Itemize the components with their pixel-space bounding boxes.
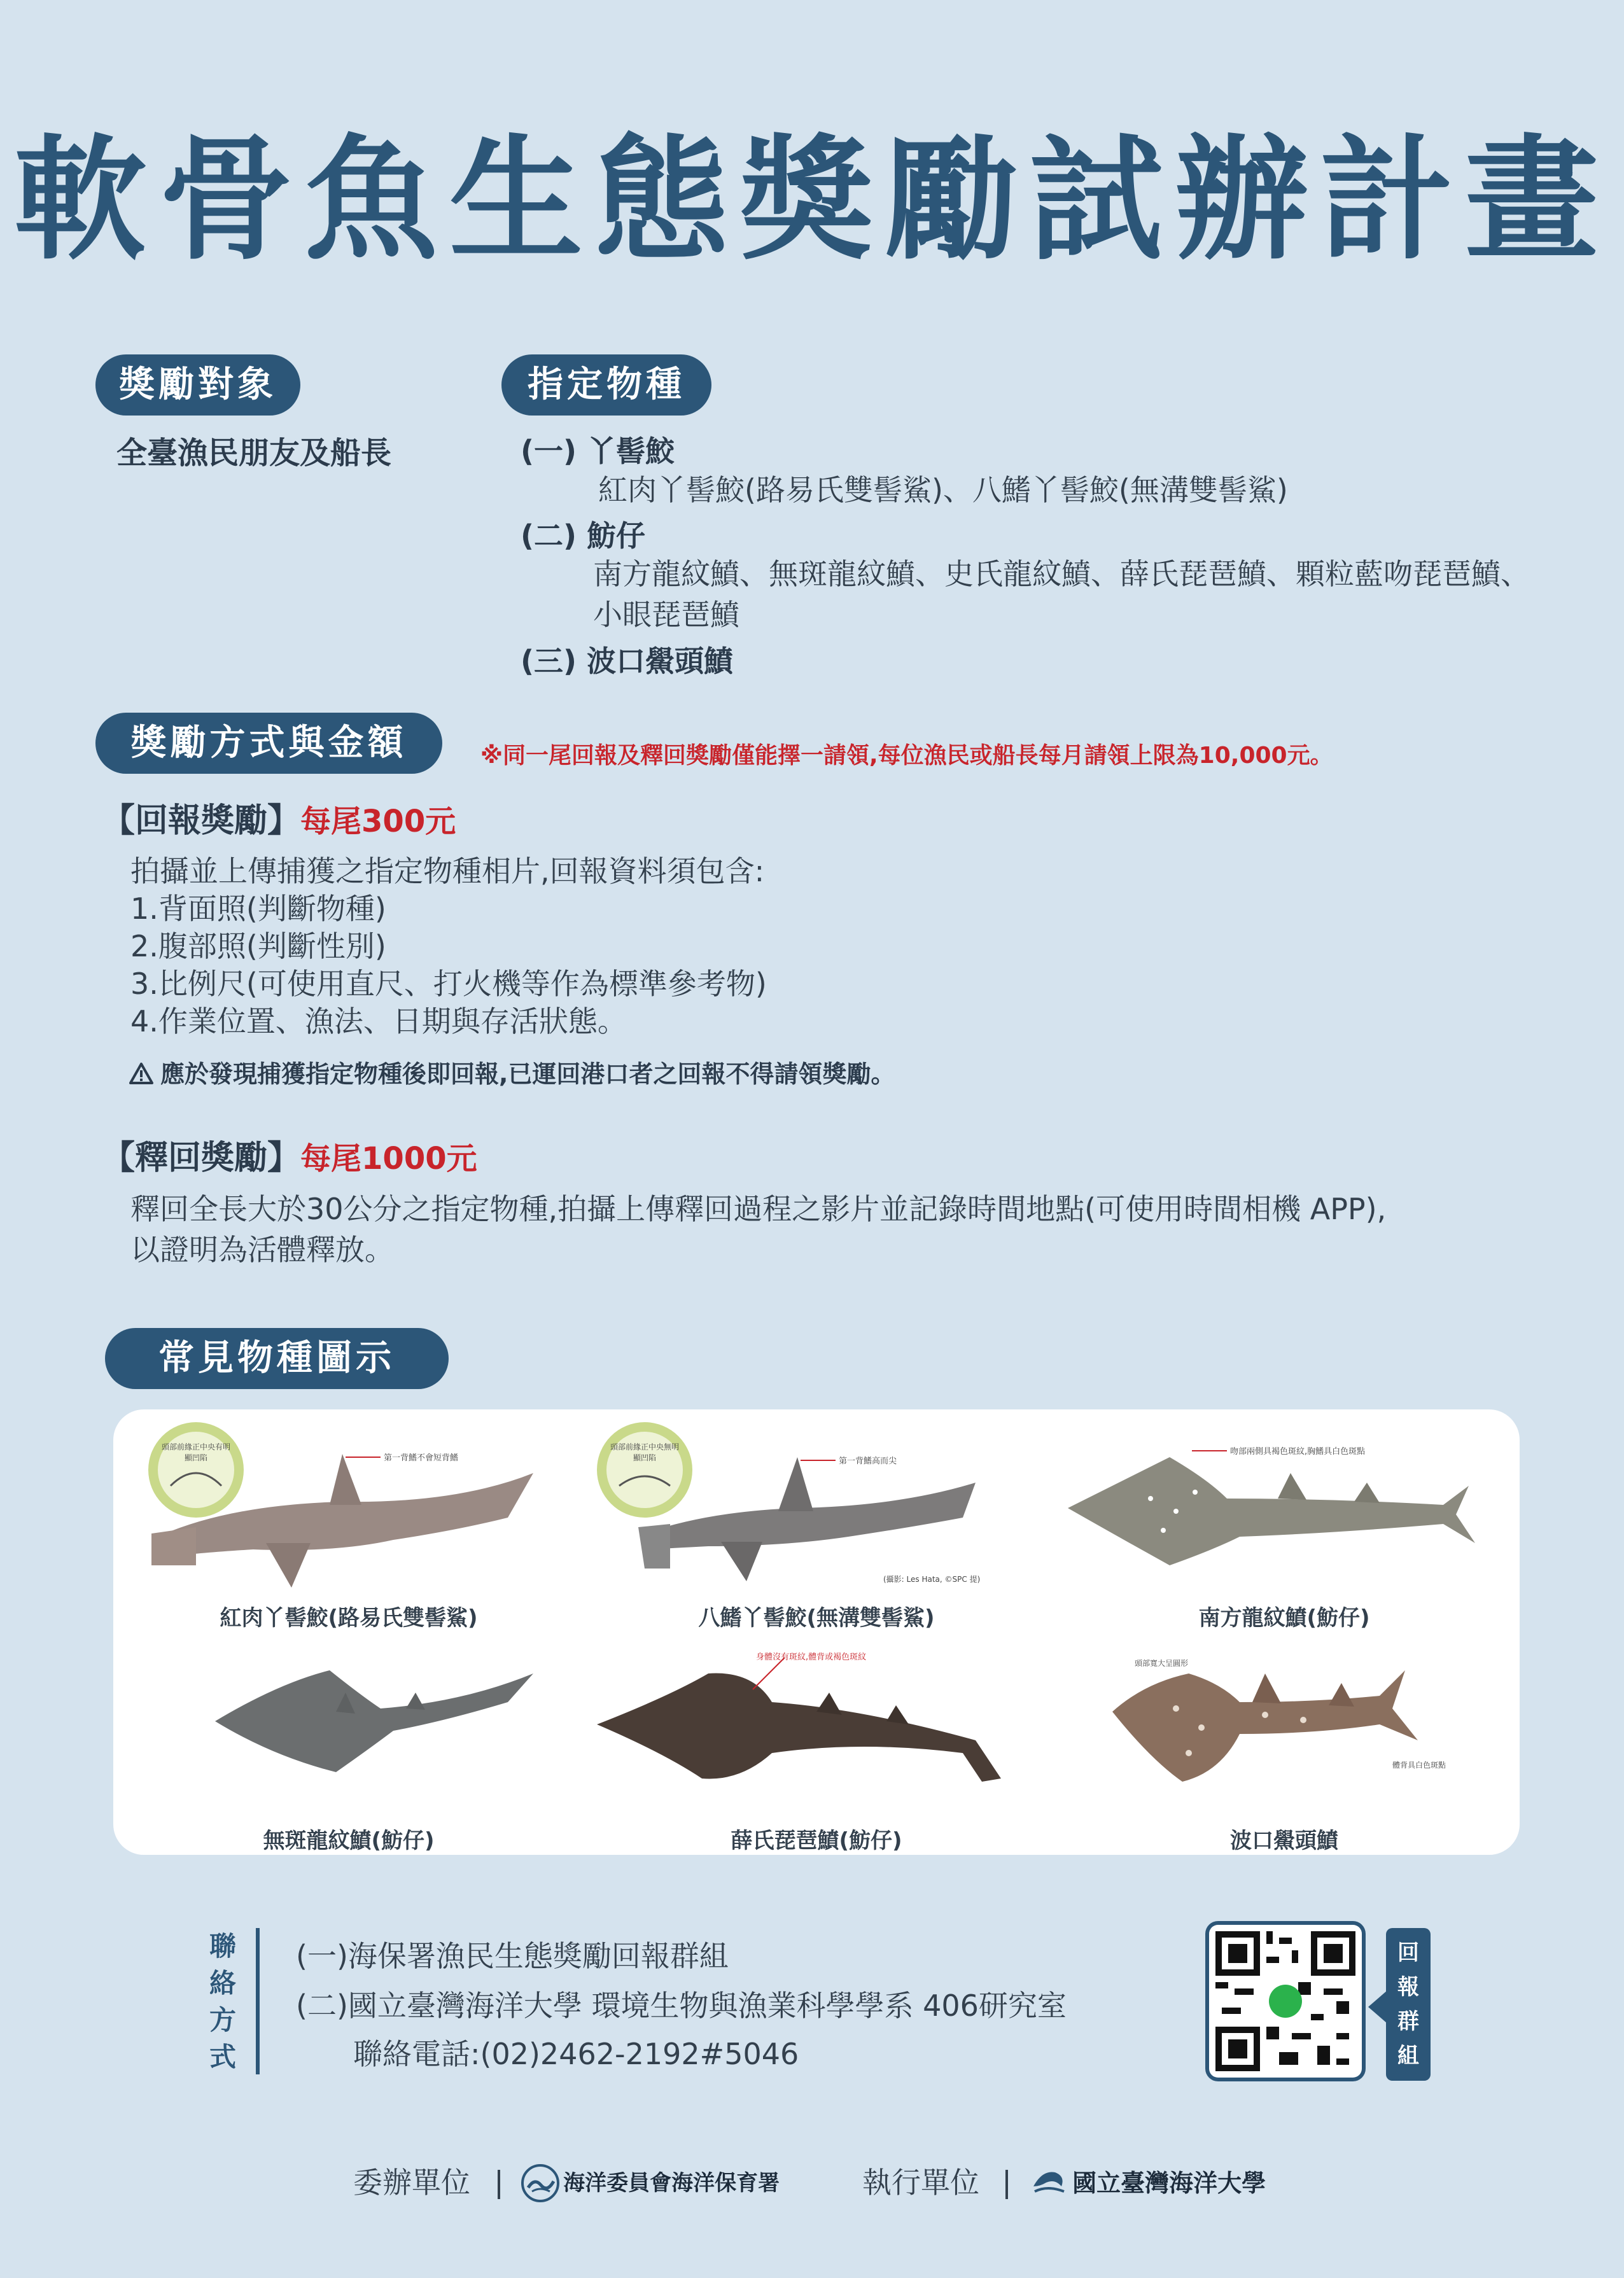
commission-logo [521, 2163, 780, 2202]
species-group-2-line: 小眼琵琶鱝 [593, 597, 739, 632]
gallery-item [594, 1645, 1039, 1861]
gallery-caption: 波口鱟頭鱝 [1230, 1828, 1338, 1854]
species-label: 指定物種 [501, 354, 711, 416]
commission-org: 海洋委員會海洋保育署 [563, 2170, 780, 2196]
report-warning-text: 應於發現捕獲指定物種後即回報,已運回港口者之回報不得請領獎勵。 [160, 1060, 895, 1088]
page-title: 軟骨魚生態獎勵試辦計畫 [13, 122, 1610, 278]
contact-divider [256, 1928, 260, 2074]
footer-separator [1005, 2170, 1008, 2199]
release-reward-title: 【釋回獎勵】 [102, 1139, 301, 1177]
species-group-2-head: (二) 魴仔 [521, 519, 646, 553]
gallery-caption: 薛氏琵琶鱝(魴仔) [731, 1828, 902, 1854]
species-group-1-head: (一) 丫髻鮫 [521, 434, 675, 468]
guitarfish-icon [594, 1645, 1039, 1810]
gallery-item [1061, 1645, 1507, 1861]
shark-ray-icon [1061, 1645, 1507, 1810]
gallery-caption: 紅肉丫髻鮫(路易氏雙髻鯊) [220, 1605, 478, 1631]
release-reward-head [102, 1136, 477, 1181]
contact-line: (二)國立臺灣海洋大學 環境生物與漁業科學學系 406研究室 [296, 1988, 1067, 2023]
contact-phone: 聯絡電話:(02)2462-2192#5046 [353, 2037, 799, 2071]
executor-logo [1030, 2163, 1266, 2202]
commission-label: 委辦單位 [353, 2165, 470, 2200]
qr-code-icon [1209, 1925, 1362, 2078]
reward-label: 獎勵方式與金額 [95, 713, 442, 774]
annotation-note: 頭部寬大呈圓形 [1135, 1659, 1189, 1668]
annotation-note: 吻部兩側具褐色斑紋,胸鰭具白色斑點 [1230, 1447, 1366, 1457]
release-line: 以證明為活體釋放。 [130, 1233, 394, 1267]
contact-line: (一)海保署漁民生態獎勵回報群組 [296, 1939, 729, 1973]
annotation-note: 體背具白色斑點 [1392, 1761, 1446, 1770]
photo-credit: (攝影: Les Hata, ©SPC 提) [883, 1575, 981, 1584]
species-group-2-line: 南方龍紋鱝、無斑龍紋鱝、史氏龍紋鱝、薛氏琵琶鱝、顆粒藍吻琵琶鱝、 [593, 557, 1530, 591]
contact-label: 聯 絡 方 式 [209, 1931, 236, 2072]
bubble-note: 頭部前緣正中央有明顯凹陷 [161, 1443, 230, 1462]
gallery-item [594, 1422, 1039, 1639]
bubble-note: 頭部前緣正中央無明顯凹陷 [610, 1443, 679, 1462]
footer-separator [498, 2170, 500, 2199]
species-group-1-line: 紅肉丫髻鮫(路易氏雙髻鯊)、八鰭丫髻鮫(無溝雙髻鯊) [598, 473, 1288, 507]
report-line: 3.比例尺(可使用直尺、打火機等作為標準參考物) [130, 967, 767, 1001]
gallery-item [126, 1422, 571, 1639]
report-line: 4.作業位置、漁法、日期與存活狀態。 [130, 1004, 627, 1038]
annotation-note: 第一背鰭不會短背鰭 [384, 1453, 459, 1463]
executor-org: 國立臺灣海洋大學 [1072, 2169, 1266, 2197]
report-reward-amount: 每尾300元 [300, 804, 456, 839]
release-reward-amount: 每尾1000元 [300, 1141, 477, 1177]
ocean-conservation-logo-icon [521, 2163, 560, 2203]
report-reward-title: 【回報獎勵】 [102, 802, 301, 840]
gallery-item [1061, 1422, 1507, 1639]
qr-code[interactable] [1209, 1925, 1362, 2078]
release-line: 釋回全長大於30公分之指定物種,拍攝上傳釋回過程之影片並記錄時間地點(可使用時間相機 APP), [130, 1192, 1387, 1226]
species-group-3-head: (三) 波口鱟頭鱝 [521, 644, 734, 678]
gallery-caption: 無斑龍紋鱝(魴仔) [263, 1828, 435, 1854]
university-logo-icon [1030, 2163, 1069, 2203]
gallery-caption: 南方龍紋鱝(魴仔) [1198, 1605, 1370, 1631]
targets-label: 獎勵對象 [95, 354, 300, 416]
gallery-label: 常見物種圖示 [105, 1328, 449, 1389]
gallery-item [126, 1645, 571, 1861]
qr-pointer [1368, 1990, 1387, 2023]
report-line: 拍攝並上傳捕獲之指定物種相片,回報資料須包含: [130, 854, 765, 888]
qr-label: 回 報 群 組 [1386, 1928, 1431, 2081]
warning-icon [129, 1062, 154, 1085]
species-gallery [113, 1409, 1520, 1855]
targets-text: 全臺漁民朋友及船長 [116, 435, 392, 471]
report-reward-head [102, 799, 456, 844]
gallery-caption: 八鰭丫髻鮫(無溝雙髻鯊) [698, 1605, 935, 1631]
report-line: 2.腹部照(判斷性別) [130, 929, 386, 963]
report-warning [129, 1056, 895, 1092]
report-line: 1.背面照(判斷物種) [130, 891, 386, 926]
annotation-note: 身體沒有斑紋,體背或褐色斑紋 [756, 1653, 867, 1662]
guitarfish-icon [126, 1645, 571, 1810]
executor-label: 執行單位 [862, 2165, 979, 2200]
annotation-note: 第一背鰭高而尖 [839, 1457, 897, 1466]
reward-notice: ※同一尾回報及釋回獎勵僅能擇一請領,每位漁民或船長每月請領上限為10,000元。 [480, 743, 1333, 769]
